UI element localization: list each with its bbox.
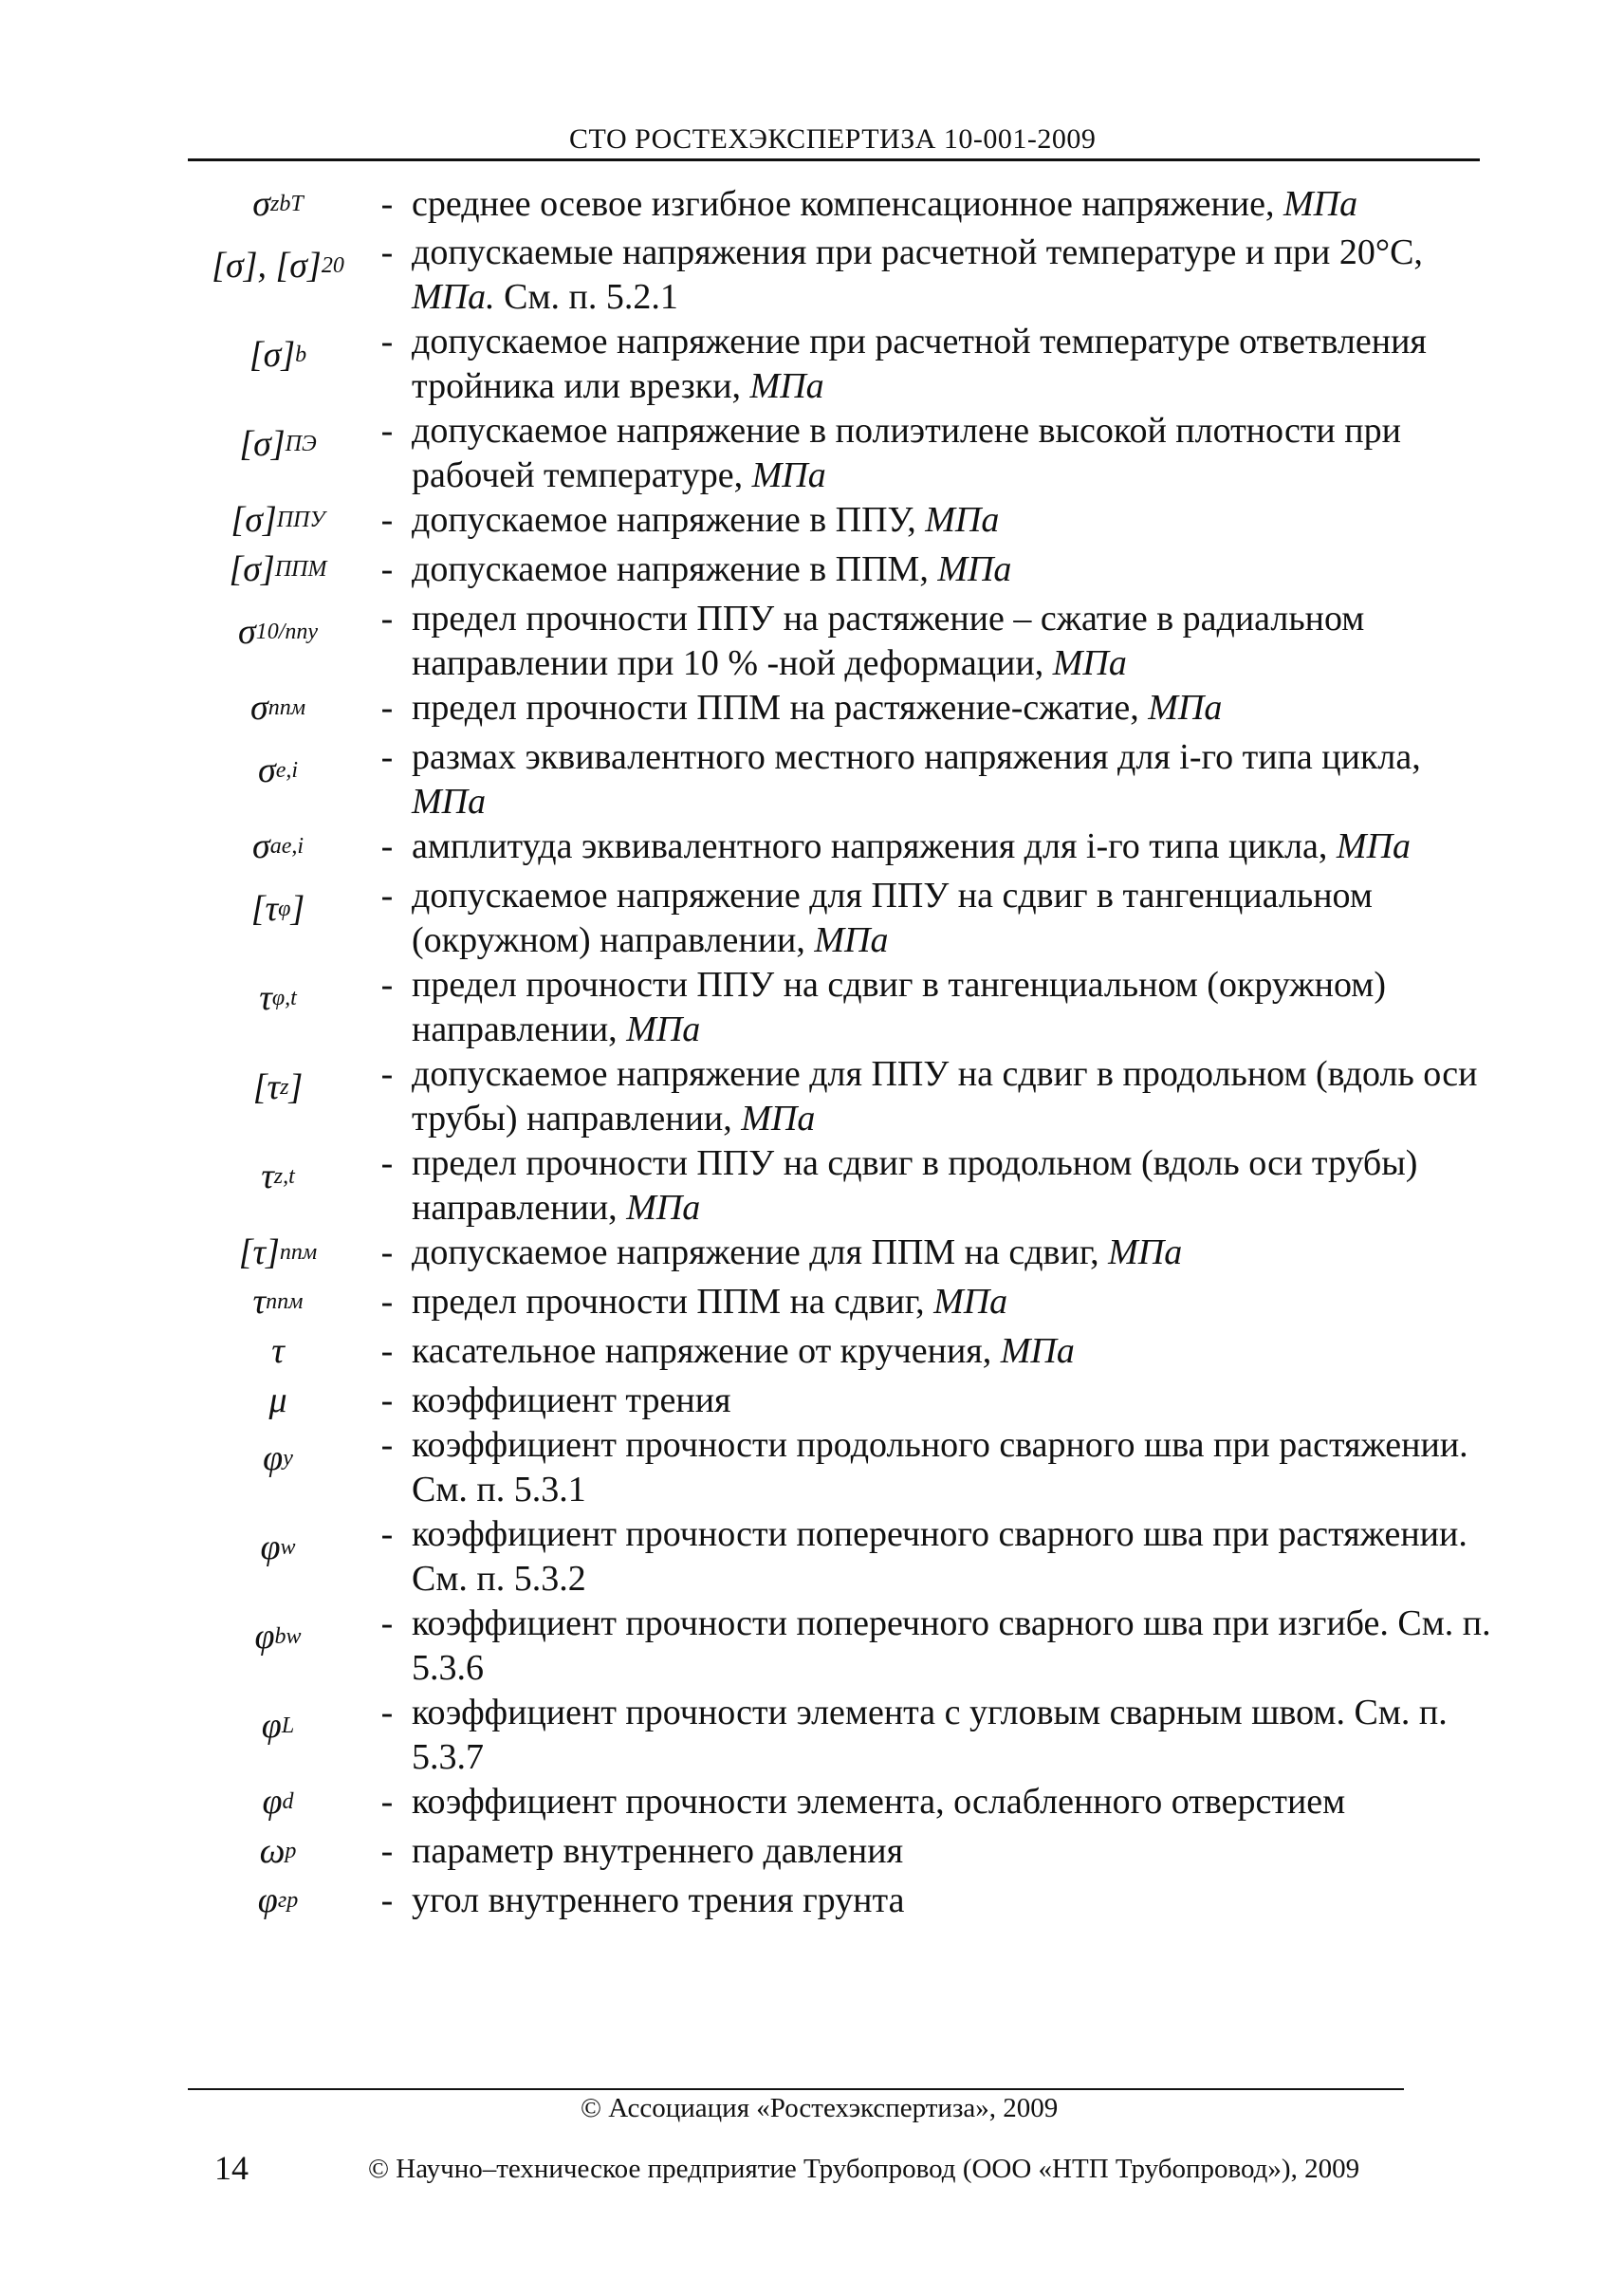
definition-row <box>188 547 1497 597</box>
definition-row <box>188 1602 1497 1691</box>
symbol: φ гр <box>257 1880 299 1920</box>
definition-row <box>188 1280 1497 1329</box>
symbol: φ y <box>263 1437 293 1478</box>
definition-text: размах эквивалентного местного напряжения для i-го типа цикла, МПа <box>412 737 1421 822</box>
dash-separator: - <box>380 232 394 272</box>
definition-text: предел прочности ППМ на сдвиг, МПа <box>412 1282 1008 1322</box>
symbol: τ z,t <box>261 1156 295 1196</box>
symbol: φ d <box>262 1782 294 1822</box>
symbol: [σ], [σ] 20 <box>212 245 344 286</box>
document-header-title: СТО РОСТЕХЭКСПЕРТИЗА 10-001-2009 <box>569 123 1097 155</box>
symbol: [σ] ПЭ <box>239 423 317 464</box>
definition-text: коэффициент трения <box>412 1380 731 1420</box>
definition-text: допускаемое напряжение для ППУ на сдвиг в продольном (вдоль оси трубы) направлении, МПа <box>412 1054 1478 1139</box>
symbol: τ φ,t <box>259 977 297 1018</box>
symbol: φ L <box>261 1705 295 1746</box>
definition-text: предел прочности ППУ на растяжение – сжатие в радиальном направлении при 10 % -ной деформации, МПа <box>412 599 1365 683</box>
footer-copyright-association: © Ассоциация «Ростехэкспертиза», 2009 <box>581 2093 1059 2123</box>
dash-separator: - <box>380 1331 394 1371</box>
definition-row <box>188 874 1497 963</box>
definition-text: коэффициент прочности элемента с угловым сварным швом. См. п. 5.3.7 <box>412 1693 1448 1777</box>
definition-text: допускаемое напряжение в полиэтилене высокой плотности при рабочей температуре, МПа <box>412 411 1401 495</box>
definition-text: угол внутреннего трения грунта <box>412 1880 905 1920</box>
symbol: σ e,i <box>257 750 299 790</box>
definition-row <box>188 409 1497 498</box>
definition-row <box>188 231 1497 320</box>
definition-row <box>188 320 1497 409</box>
symbol: [τ z ] <box>252 1066 304 1107</box>
symbol: [τ φ ] <box>250 888 305 929</box>
definition-row <box>188 597 1497 686</box>
symbol: [σ] ППМ <box>229 549 327 589</box>
definition-text: параметр внутреннего давления <box>412 1831 904 1871</box>
dash-separator: - <box>380 599 394 639</box>
definition-row <box>188 824 1497 874</box>
definition-text: коэффициент прочности продольного сварного шва при растяжении. См. п. 5.3.1 <box>412 1425 1468 1509</box>
definition-text: предел прочности ППУ на сдвиг в тангенциальном (окружном) направлении, МПа <box>412 965 1386 1049</box>
definition-row <box>188 963 1497 1052</box>
definition-row <box>188 498 1497 547</box>
definition-text: амплитуда эквивалентного напряжения для i-го типа цикла, МПа <box>412 826 1412 866</box>
dash-separator: - <box>380 1831 394 1871</box>
definition-row <box>188 1329 1497 1379</box>
symbol-definition-list <box>188 182 1497 1928</box>
definition-text: среднее осевое изгибное компенсационное напряжение, МПа <box>412 184 1358 224</box>
definition-row <box>188 1231 1497 1280</box>
symbol: σ 10/ппу <box>237 611 319 652</box>
definition-row <box>188 1691 1497 1780</box>
dash-separator: - <box>380 1232 394 1272</box>
symbol: φ w <box>260 1527 296 1567</box>
symbol: τ ппм <box>252 1282 304 1322</box>
definition-row <box>188 1512 1497 1602</box>
definition-text: коэффициент прочности элемента, ослабленного отверстием <box>412 1782 1346 1822</box>
definition-text: допускаемое напряжение для ППМ на сдвиг, МПа <box>412 1232 1183 1272</box>
footer-rule <box>188 2088 1404 2090</box>
symbol: σ zbT <box>252 184 304 224</box>
definition-row <box>188 1141 1497 1231</box>
definition-row <box>188 1780 1497 1829</box>
dash-separator: - <box>380 1880 394 1920</box>
dash-separator: - <box>380 1143 394 1183</box>
dash-separator: - <box>380 322 394 361</box>
dash-separator: - <box>380 1425 394 1465</box>
symbol: ω p <box>259 1831 297 1871</box>
definition-text: допускаемое напряжение в ППУ, МПа <box>412 500 1000 540</box>
definition-text: предел прочности ППУ на сдвиг в продольном (вдоль оси трубы) направлении, МПа <box>412 1143 1418 1228</box>
definition-row <box>188 1052 1497 1141</box>
dash-separator: - <box>380 965 394 1005</box>
definition-row <box>188 686 1497 735</box>
definition-row <box>188 1879 1497 1928</box>
dash-separator: - <box>380 411 394 451</box>
dash-separator: - <box>380 1693 394 1732</box>
definition-text: коэффициент прочности поперечного сварного шва при изгибе. См. п. 5.3.6 <box>412 1603 1491 1688</box>
dash-separator: - <box>380 1380 394 1420</box>
dash-separator: - <box>380 876 394 916</box>
definition-text: допускаемое напряжение для ППУ на сдвиг в тангенциальном (окружном) направлении, МПа <box>412 876 1373 960</box>
definition-row <box>188 1829 1497 1879</box>
dash-separator: - <box>380 1514 394 1554</box>
symbol: [σ] b <box>249 334 307 375</box>
symbol: τ <box>271 1331 285 1371</box>
dash-separator: - <box>380 1782 394 1822</box>
dash-separator: - <box>380 688 394 728</box>
dash-separator: - <box>380 737 394 777</box>
definition-text: касательное напряжение от кручения, МПа <box>412 1331 1075 1371</box>
definition-row <box>188 182 1497 231</box>
header-rule <box>188 158 1480 161</box>
symbol: [τ] ппм <box>238 1232 318 1272</box>
dash-separator: - <box>380 1603 394 1643</box>
dash-separator: - <box>380 184 394 224</box>
symbol: σ ae,i <box>251 826 304 866</box>
definition-text: предел прочности ППМ на растяжение-сжатие, МПа <box>412 688 1223 728</box>
dash-separator: - <box>380 1282 394 1322</box>
symbol: μ <box>268 1380 287 1420</box>
dash-separator: - <box>380 1054 394 1094</box>
definition-text: допускаемое напряжение при расчетной температуре ответвления тройника или врезки, МПа <box>412 322 1427 406</box>
dash-separator: - <box>380 826 394 866</box>
footer-copyright-enterprise: © Научно–техническое предприятие Трубопровод (ООО «НТП Трубопровод»), 2009 <box>368 2154 1360 2184</box>
symbol: φ bw <box>254 1616 302 1657</box>
dash-separator: - <box>380 549 394 589</box>
definition-row <box>188 1423 1497 1512</box>
dash-separator: - <box>380 500 394 540</box>
symbol: [σ] ППУ <box>231 500 325 540</box>
definition-row <box>188 1379 1497 1423</box>
definition-text: коэффициент прочности поперечного сварного шва при растяжении. См. п. 5.3.2 <box>412 1514 1467 1599</box>
page-number: 14 <box>214 2149 249 2187</box>
definition-text: допускаемые напряжения при расчетной температуре и при 20°С, МПа. См. п. 5.2.1 <box>412 232 1423 317</box>
definition-text: допускаемое напряжение в ППМ, МПа <box>412 549 1012 589</box>
definition-row <box>188 735 1497 824</box>
symbol: σ ппм <box>249 688 306 728</box>
